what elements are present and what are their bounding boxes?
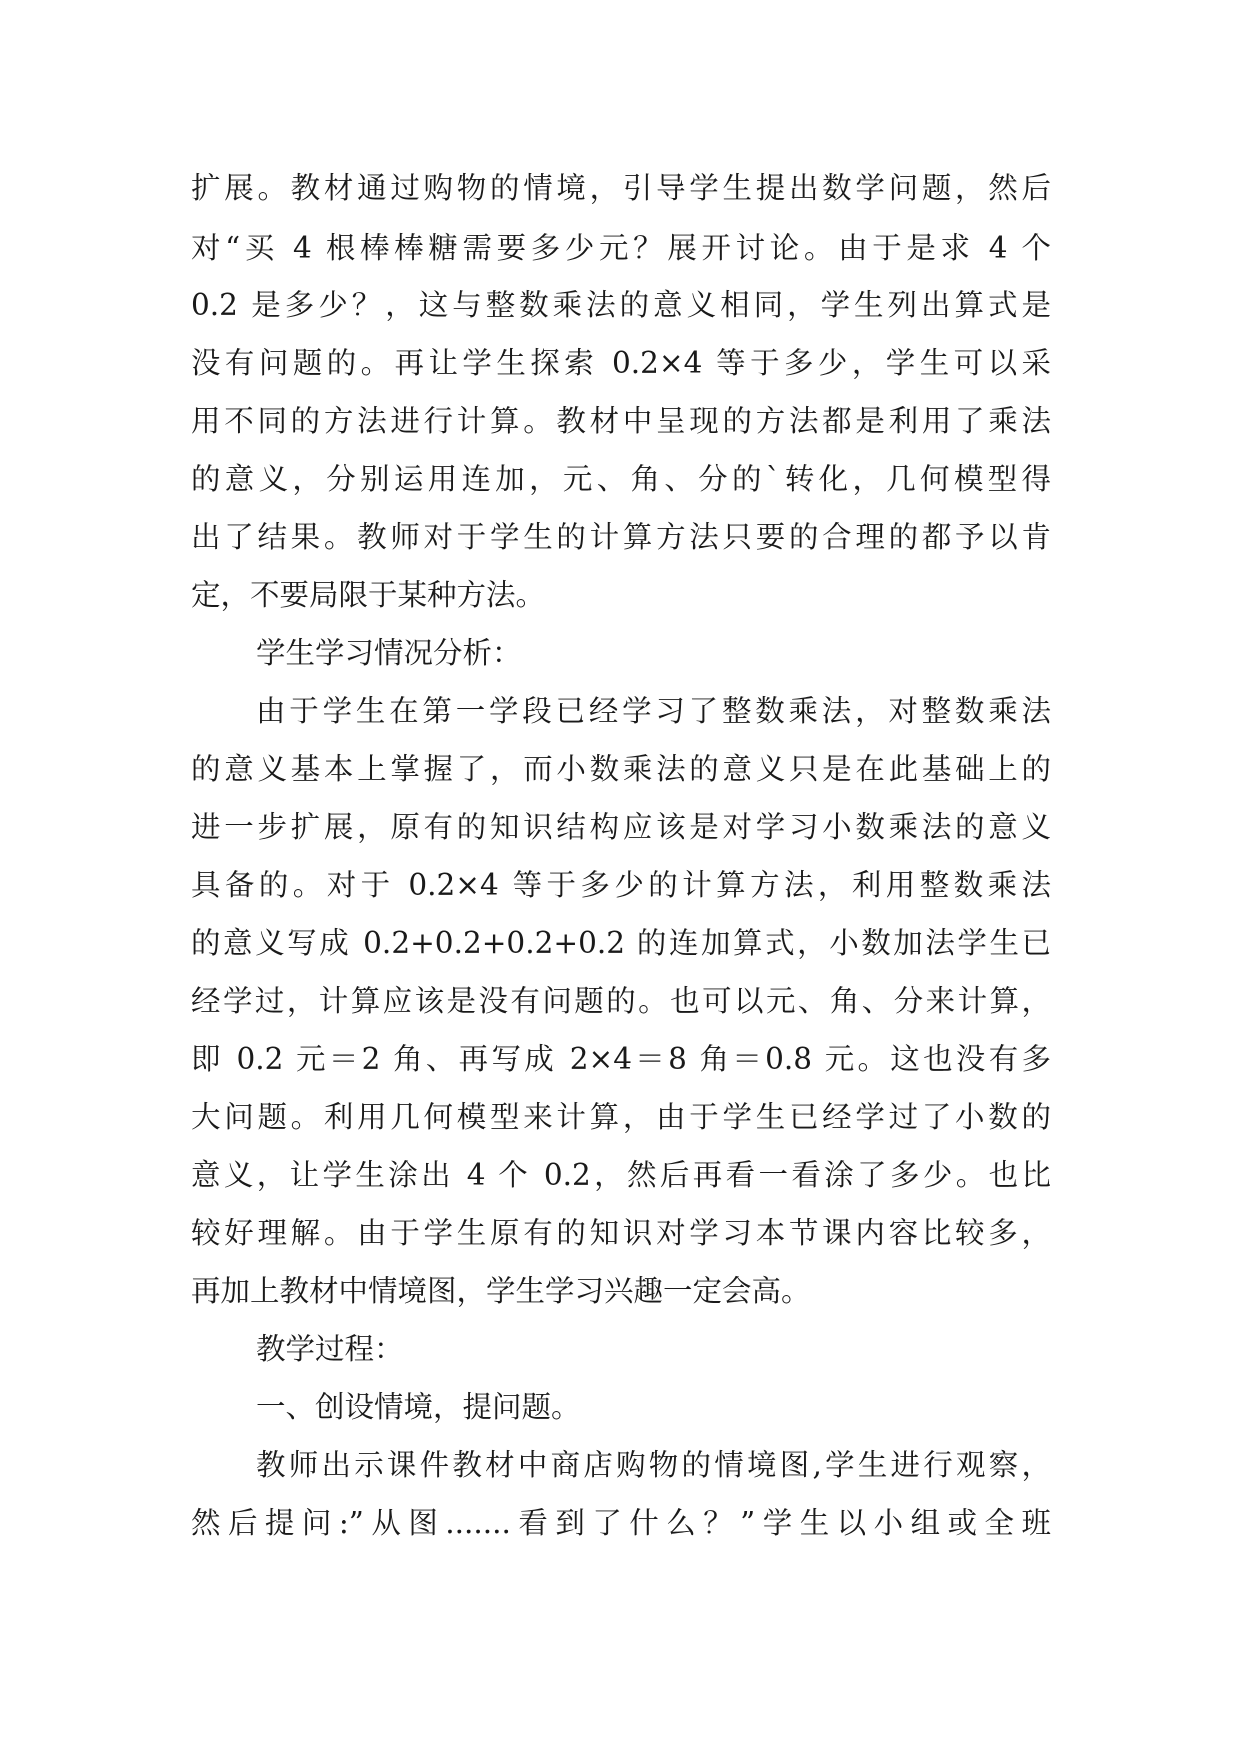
text-line: 用不同的方法进行计算。教材中呈现的方法都是利用了乘法: [191, 404, 1051, 438]
text-line: 再加上教材中情境图，学生学习兴趣一定会高。: [191, 1274, 811, 1308]
text-line: 意义，让学生涂出 4 个 0.2，然后再看一看涂了多少。也比: [191, 1158, 1051, 1192]
text-line: 的意义，分别运用连加，元、角、分的`转化，几何模型得: [191, 462, 1051, 496]
text-line: 较好理解。由于学生原有的知识对学习本节课内容比较多，: [191, 1216, 1051, 1250]
text-line: 大问题。利用几何模型来计算，由于学生已经学过了小数的: [191, 1100, 1051, 1134]
text-line: 的意义基本上掌握了，而小数乘法的意义只是在此基础上的: [191, 752, 1051, 786]
section-heading: 学生学习情况分析：: [256, 636, 522, 670]
text-line: 的意义写成 0.2+0.2+0.2+0.2 的连加算式，小数加法学生已: [191, 926, 1051, 960]
text-line: 即 0.2 元＝2 角、再写成 2×4＝8 角＝0.8 元。这也没有多: [191, 1042, 1051, 1076]
text-line: 具备的。对于 0.2×4 等于多少的计算方法，利用整数乘法: [191, 868, 1051, 902]
text-line: 0.2 是多少？，这与整数乘法的意义相同，学生列出算式是: [191, 288, 1051, 322]
text-line: 对“买 4 根棒棒糖需要多少元？展开讨论。由于是求 4 个: [191, 231, 1051, 265]
text-line: 定，不要局限于某种方法。: [191, 578, 546, 612]
text-line: 由于学生在第一学段已经学习了整数乘法，对整数乘法: [256, 694, 1051, 728]
text-line: 出了结果。教师对于学生的计算方法只要的合理的都予以肯: [191, 520, 1051, 554]
text-line: 然后提问:”从图.......看到了什么？”学生以小组或全班: [191, 1506, 1051, 1540]
text-line: 进一步扩展，原有的知识结构应该是对学习小数乘法的意义: [191, 810, 1051, 844]
text-line: 扩展。教材通过购物的情境，引导学生提出数学问题，然后: [191, 171, 1051, 205]
text-line: 没有问题的。再让学生探索 0.2×4 等于多少，学生可以采: [191, 346, 1051, 380]
text-line: 经学过，计算应该是没有问题的。也可以元、角、分来计算，: [191, 984, 1051, 1018]
text-line: 教师出示课件教材中商店购物的情境图,学生进行观察，: [256, 1448, 1051, 1482]
section-heading: 教学过程：: [256, 1332, 404, 1366]
subsection-heading: 一、创设情境，提问题。: [256, 1390, 581, 1424]
